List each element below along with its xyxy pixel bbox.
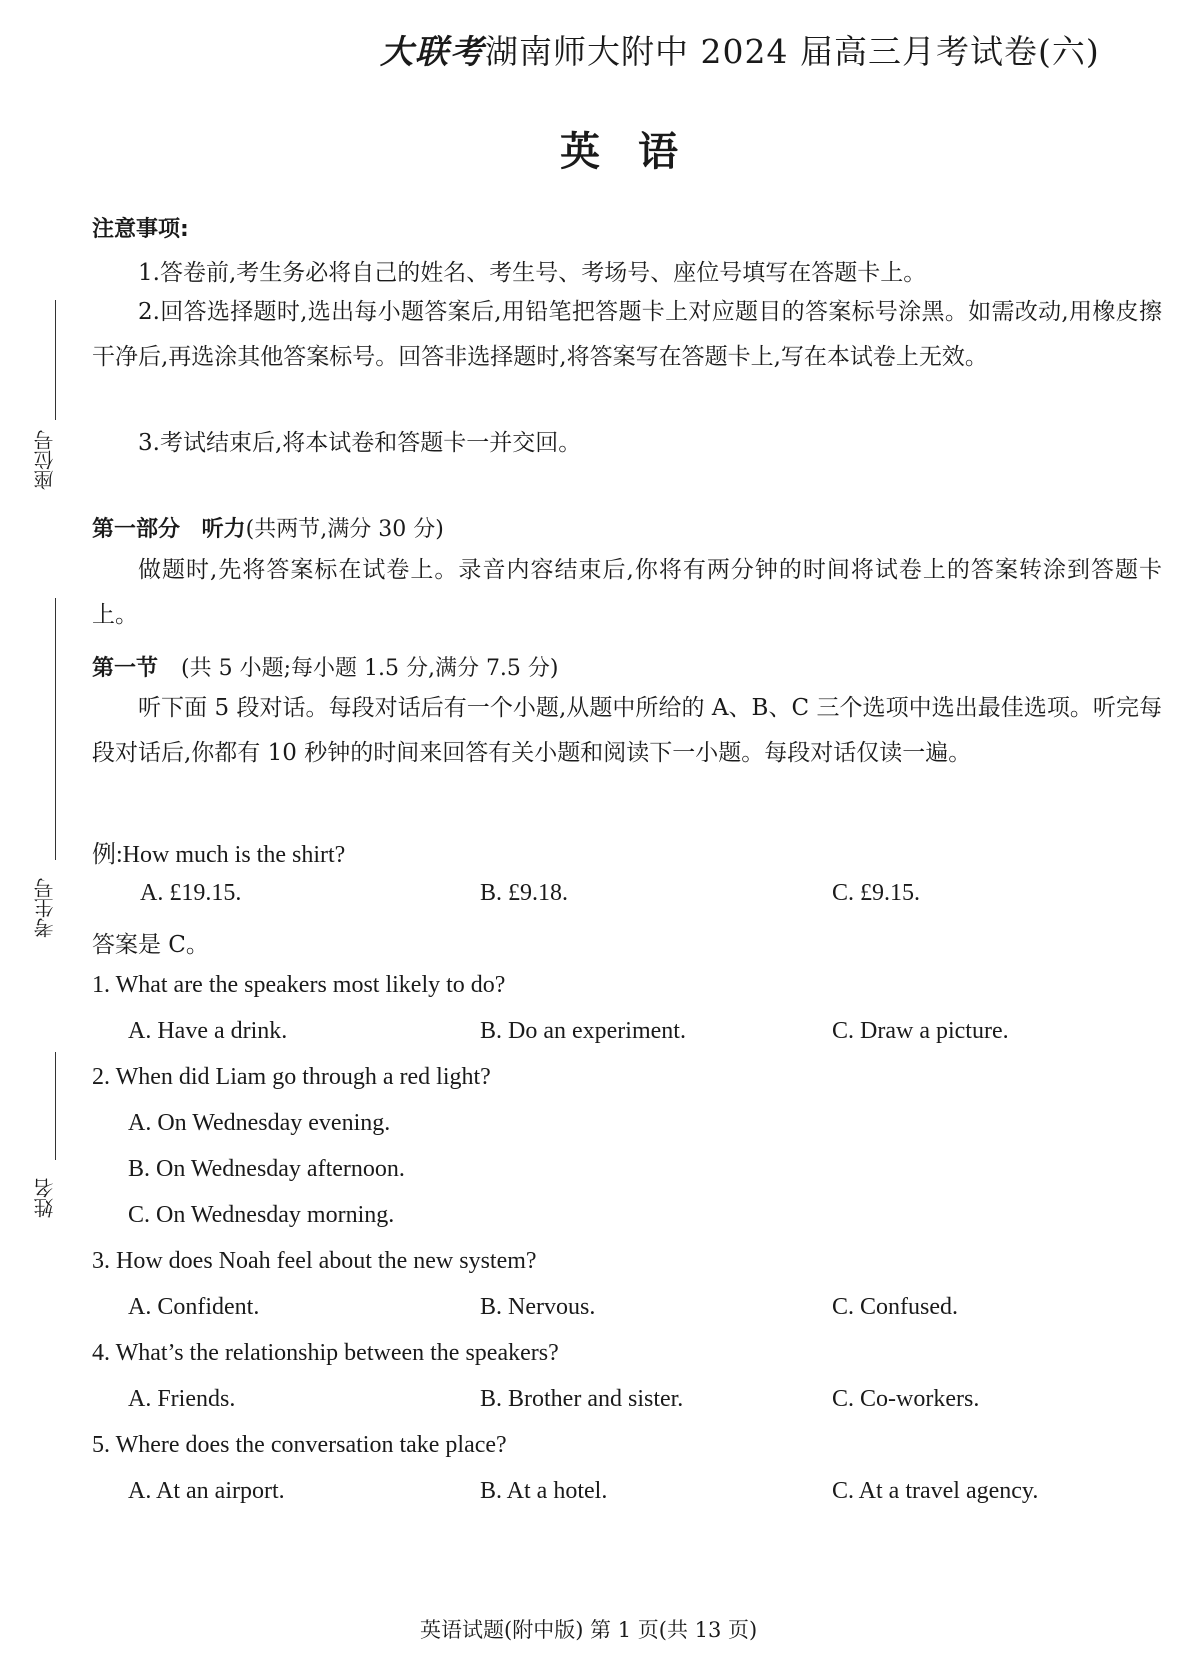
- question-4: 4. What’s the relationship between the speakers?: [92, 1340, 559, 1366]
- question-5: 5. Where does the conversation take place?: [92, 1432, 507, 1458]
- question-2-option-b: B. On Wednesday afternoon.: [128, 1156, 405, 1182]
- exam-header: [380, 26, 1100, 73]
- section1-heading-label: 第一节: [92, 656, 159, 681]
- example-option-c: C. £9.15.: [832, 880, 921, 906]
- question-2-option-a: A. On Wednesday evening.: [128, 1110, 391, 1136]
- part1-heading-label: 第一部分 听力: [92, 517, 246, 542]
- example-question: 例:How much is the shirt?: [92, 842, 346, 868]
- subject-title: 英语: [560, 129, 716, 175]
- student-id-label: 考生号: [33, 878, 57, 938]
- notice-heading: 注意事项:: [92, 217, 189, 242]
- student-id-blank-line: [55, 598, 56, 860]
- section1-heading: [92, 651, 559, 682]
- question-1-option-a: A. Have a drink.: [128, 1018, 288, 1044]
- question-5-option-c: C. At a travel agency.: [832, 1478, 1039, 1504]
- seat-number-blank-line: [55, 300, 56, 420]
- notice-item-2: 2.回答选择题时,选出每小题答案后,用铅笔把答题卡上对应题目的答案标号涂黑。如需改动,用橡皮擦干净后,再选涂其他答案标号。回答非选择题时,将答案写在答题卡上,写在本试卷上无效。: [92, 299, 1162, 370]
- question-2: 2. When did Liam go through a red light?: [92, 1064, 491, 1090]
- name-label: 姓名: [33, 1178, 57, 1218]
- question-3-option-a: A. Confident.: [128, 1294, 260, 1320]
- notice-item-3: 3.考试结束后,将本试卷和答题卡一并交回。: [138, 430, 582, 456]
- question-3: 3. How does Noah feel about the new system?: [92, 1248, 537, 1274]
- question-1-option-b: B. Do an experiment.: [480, 1018, 686, 1044]
- page-footer: 英语试题(附中版) 第 1 页(共 13 页): [420, 1618, 758, 1642]
- question-4-option-b: B. Brother and sister.: [480, 1386, 684, 1412]
- example-option-a: A. £19.15.: [140, 880, 242, 906]
- question-1-option-c: C. Draw a picture.: [832, 1018, 1009, 1044]
- part1-heading-score: (共两节,满分 30 分): [245, 517, 444, 542]
- name-blank-line: [55, 1052, 56, 1160]
- question-3-option-b: B. Nervous.: [480, 1294, 596, 1320]
- question-1: 1. What are the speakers most likely to do?: [92, 972, 506, 998]
- question-2-option-c: C. On Wednesday morning.: [128, 1202, 395, 1228]
- question-5-option-b: B. At a hotel.: [480, 1478, 608, 1504]
- question-4-option-a: A. Friends.: [128, 1386, 236, 1412]
- part1-instructions: 做题时,先将答案标在试卷上。录音内容结束后,你将有两分钟的时间将试卷上的答案转涂到答题卡上。: [92, 557, 1162, 628]
- section1-heading-score: (共 5 小题;每小题 1.5 分,满分 7.5 分): [181, 656, 559, 681]
- question-4-option-c: C. Co-workers.: [832, 1386, 980, 1412]
- example-answer: 答案是 C。: [92, 932, 209, 958]
- example-option-b: B. £9.18.: [480, 880, 569, 906]
- exam-brand: 大联考: [380, 32, 485, 71]
- section1-instructions: 听下面 5 段对话。每段对话后有一个小题,从题中所给的 A、B、C 三个选项中选出最佳选项。听完每段对话后,你都有 10 秒钟的时间来回答有关小题和阅读下一小题。每段对话仅读一遍。: [92, 695, 1162, 766]
- part1-heading: [92, 512, 444, 543]
- exam-title: 湖南师大附中 2024 届高三月考试卷(六): [485, 32, 1100, 71]
- notice-item-1: 1.答卷前,考生务必将自己的姓名、考生号、考场号、座位号填写在答题卡上。: [138, 260, 927, 286]
- seat-number-label: 座位号: [33, 430, 57, 490]
- question-5-option-a: A. At an airport.: [128, 1478, 285, 1504]
- question-3-option-c: C. Confused.: [832, 1294, 958, 1320]
